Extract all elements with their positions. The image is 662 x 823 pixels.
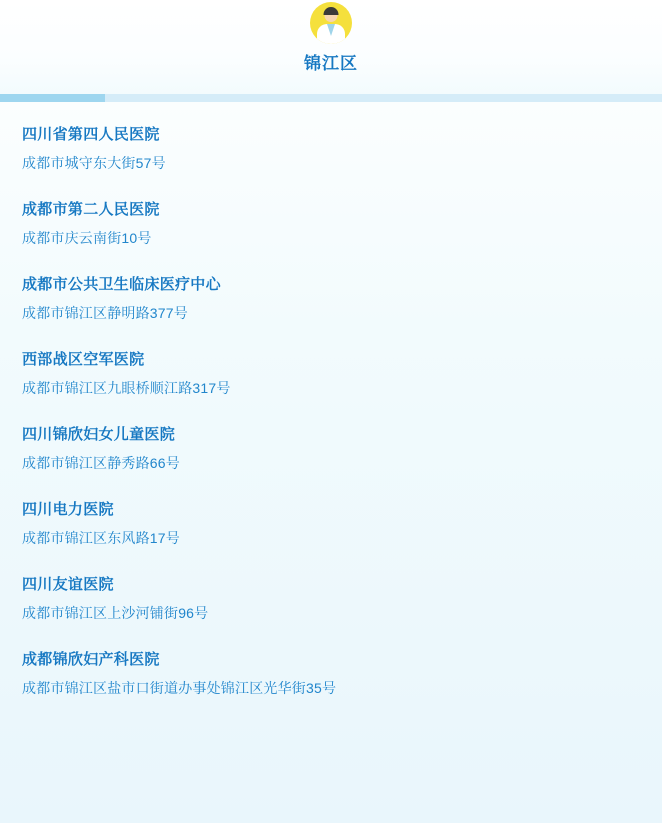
hospital-name: 四川省第四人民医院: [22, 126, 160, 143]
hospital-address: 成都市锦江区东风路17号: [22, 530, 180, 546]
list-item[interactable]: [0, 349, 662, 398]
page-container: [0, 2, 662, 823]
hospital-name: 成都市公共卫生临床医疗中心: [22, 276, 221, 293]
page-title: 锦江区: [304, 54, 358, 73]
list-item[interactable]: [0, 274, 662, 323]
hospital-name: 西部战区空军医院: [22, 351, 145, 368]
hospital-name: 四川友谊医院: [22, 576, 114, 593]
hospital-address: 成都市锦江区静秀路66号: [22, 455, 180, 471]
hospital-address: 成都市锦江区上沙河铺街96号: [22, 605, 209, 621]
hospital-address: 成都市锦江区静明路377号: [22, 305, 188, 321]
list-item[interactable]: [0, 424, 662, 473]
hospital-name: 成都锦欣妇产科医院: [22, 651, 160, 668]
hospital-name: 四川电力医院: [22, 501, 114, 518]
doctor-avatar-icon: [310, 2, 352, 44]
list-item[interactable]: [0, 199, 662, 248]
accent-strip: [0, 94, 662, 102]
list-item[interactable]: [0, 124, 662, 173]
accent-strip-fill: [0, 94, 105, 102]
hospital-address: 成都市庆云南街10号: [22, 230, 152, 246]
list-item[interactable]: [0, 499, 662, 548]
hospital-name: 成都市第二人民医院: [22, 201, 160, 218]
hospital-address: 成都市锦江区九眼桥顺江路317号: [22, 380, 231, 396]
hospital-address: 成都市城守东大街57号: [22, 155, 166, 171]
list-item[interactable]: [0, 649, 662, 698]
list-item[interactable]: [0, 574, 662, 623]
avatar-hair: [324, 7, 339, 15]
hospital-name: 四川锦欣妇女儿童医院: [22, 426, 176, 443]
hospital-list: [0, 102, 662, 698]
page-header: [0, 2, 662, 94]
hospital-address: 成都市锦江区盐市口街道办事处锦江区光华街35号: [22, 680, 337, 696]
